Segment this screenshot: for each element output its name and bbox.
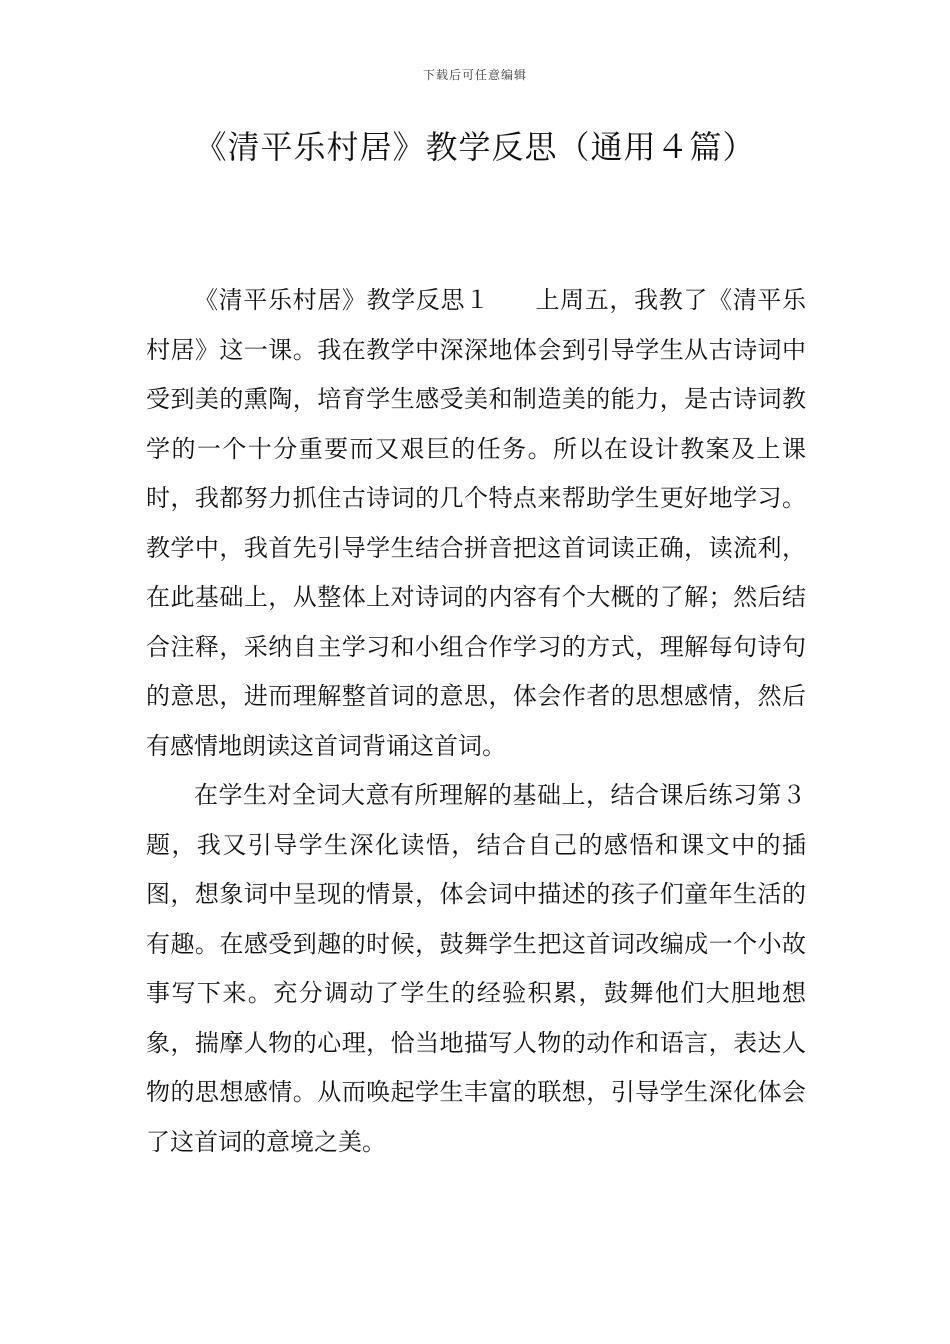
document-body [146,276,806,1167]
paragraph-1 [146,276,806,771]
paragraph-1-text: 上周五，我教了《清平乐村居》这一课。我在教学中深深地体会到引导学生从古诗词中受到美的熏陶，培育学生感受美和制造美的能力，是古诗词教学的一个十分重要而又艰巨的任务。所以在设计教案及上课时，我都努力抓住古诗词的几个特点来帮助学生更好地学习。教学中，我首先引导学生结合拼音把这首词读正确，读流利，在此基础上，从整体上对诗词的内容有个大概的了解；然后结合注释，采纳自主学习和小组合作学习的方式，理解每句诗句的意思，进而理解整首词的意思，体会作者的思想感情，然后有感情地朗读这首词背诵这首词。 [146,286,807,760]
paragraph-2: 在学生对全词大意有所理解的基础上，结合课后练习第３题，我又引导学生深化读悟，结合自己的感悟和课文中的插图，想象词中呈现的情景，体会词中描述的孩子们童年生活的有趣。在感受到趣的时候，鼓舞学生把这首词改编成一个小故事写下来。充分调动了学生的经验积累，鼓舞他们大胆地想象，揣摩人物的心理，恰当地描写人物的动作和语言，表达人物的思想感情。从而唤起学生丰富的联想，引导学生深化体会了这首词的意境之美。 [146,781,806,1156]
section-heading: 《清平乐村居》教学反思１ [194,286,490,314]
header-note: 下载后可任意编辑 [422,68,527,82]
document-title: 《清平乐村居》教学反思（通用４篇） [194,128,756,166]
